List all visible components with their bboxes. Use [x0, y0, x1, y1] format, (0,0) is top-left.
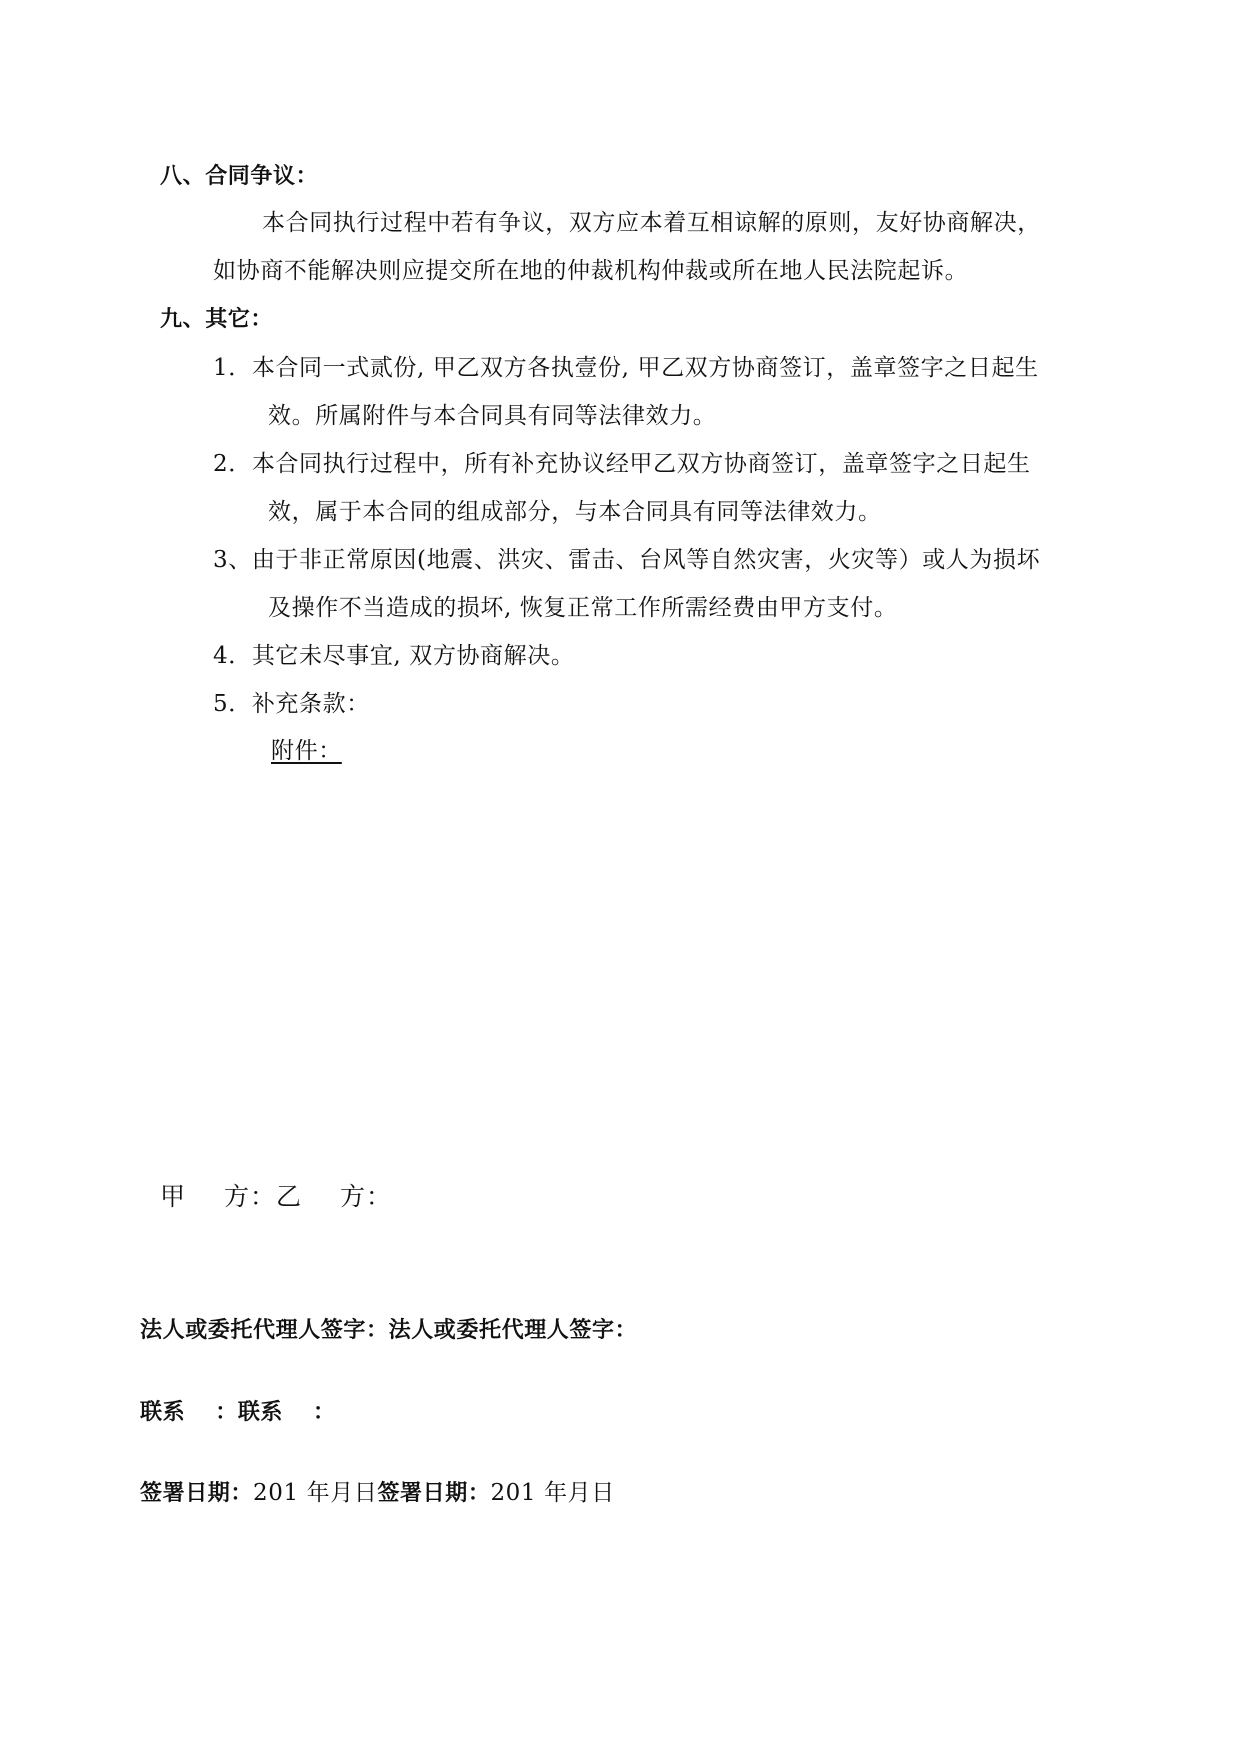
contact-line	[140, 1398, 336, 1428]
party-b-char-1: 乙	[276, 1182, 303, 1211]
item-3-line-1: 3、由于非正常原因(地震、洪灾、雷击、台风等自然灾害，火灾等）或人为损坏	[213, 547, 1041, 573]
date-line	[140, 1478, 615, 1509]
item-1-line-2: 效。所属附件与本合同具有同等法律效力。	[268, 403, 717, 429]
contact-colon-a: ：	[215, 1400, 238, 1425]
date-value-a: 201 年月日	[253, 1480, 378, 1506]
item-1-line-1: 1．本合同一式贰份, 甲乙双方各执壹份, 甲乙双方协商签订，盖章签字之日起生	[213, 355, 1039, 381]
item-2-line-2: 效，属于本合同的组成部分，与本合同具有同等法律效力。	[268, 499, 882, 525]
contact-label-a: 联系	[140, 1400, 186, 1425]
party-a-char-2: 方：	[224, 1182, 277, 1211]
item-4-line-1: 4．其它未尽事宜, 双方协商解决。	[213, 643, 575, 669]
parties-line	[160, 1182, 392, 1212]
contact-colon-b: ：	[313, 1400, 336, 1425]
date-label-a: 签署日期：	[140, 1481, 254, 1506]
contact-label-b: 联系	[237, 1400, 284, 1425]
date-label-b: 签署日期：	[377, 1481, 491, 1506]
item-2-line-1: 2．本合同执行过程中，所有补充协议经甲乙双方协商签订，盖章签字之日起生	[213, 451, 1031, 477]
section-8-paragraph-line-1: 本合同执行过程中若有争议，双方应本着互相谅解的原则，友好协商解决，	[262, 210, 1041, 236]
date-value-b: 201 年月日	[490, 1480, 615, 1506]
signature-label-line	[140, 1316, 637, 1346]
section-9-heading: 九、其它：	[160, 307, 274, 332]
section-8-heading: 八、合同争议：	[160, 164, 319, 189]
section-8-paragraph-line-2: 如协商不能解决则应提交所在地的仲裁机构仲裁或所在地人民法院起诉。	[213, 258, 969, 284]
signature-label-a: 法人或委托代理人签字：	[140, 1318, 389, 1343]
party-a-char-1: 甲	[160, 1182, 187, 1211]
item-5-line-1: 5．补充条款：	[213, 691, 370, 717]
item-3-line-2: 及操作不当造成的损坏, 恢复正常工作所需经费由甲方支付。	[268, 595, 898, 621]
signature-label-b: 法人或委托代理人签字：	[388, 1318, 638, 1343]
attachment-label-text: 附件：	[271, 738, 342, 764]
party-b-char-2: 方：	[340, 1182, 393, 1211]
attachment-label	[271, 736, 360, 766]
